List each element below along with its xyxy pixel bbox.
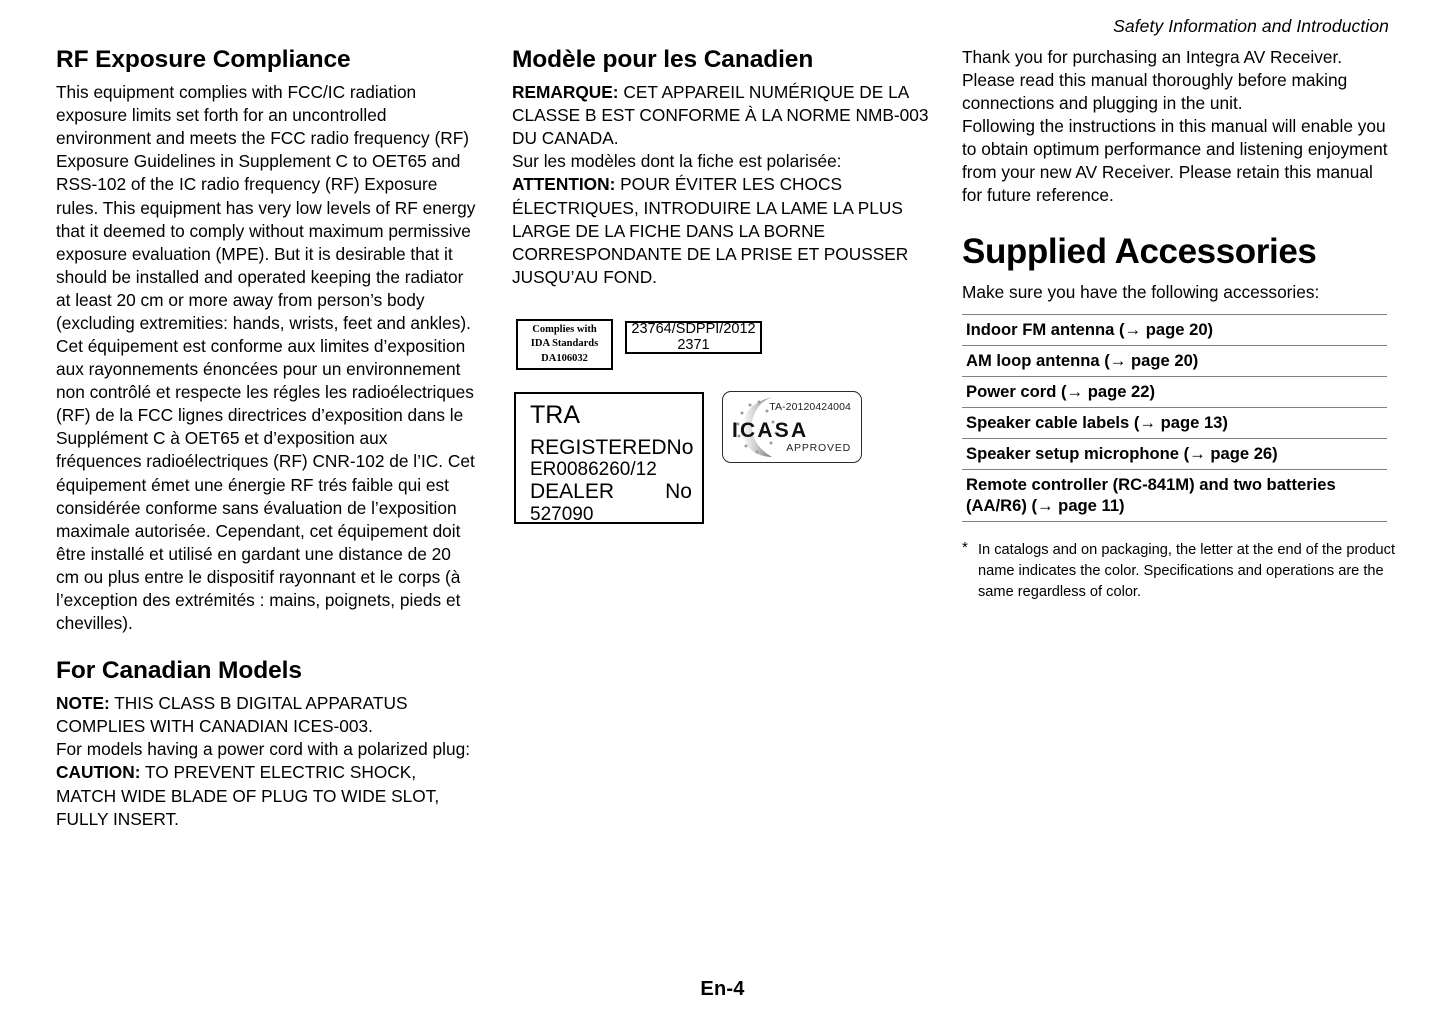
footnote-text: In catalogs and on packaging, the letter at the end of the product name indicates the color. Specifications and operations are the same regardless of color. <box>978 542 1396 600</box>
column-right <box>962 46 1396 603</box>
icasa-wordmark: ICASA <box>732 418 809 442</box>
paragraph-note-ices <box>56 692 476 738</box>
note-text: THIS CLASS B DIGITAL APPARATUS COMPLIES WITH CANADIAN ICES-003. <box>56 693 408 737</box>
tra-dealer-row <box>530 480 692 504</box>
caution-text: TO PREVENT ELECTRIC SHOCK, MATCH WIDE BLADE OF PLUG TO WIDE SLOT, FULLY INSERT. <box>56 762 440 829</box>
attention-label: ATTENTION: <box>512 174 616 195</box>
accessory-row: Power cord (→ page 22) <box>962 377 1387 408</box>
caution-label: CAUTION: <box>56 762 141 783</box>
column-left <box>56 46 512 831</box>
sdppi-certification-mark <box>625 321 762 354</box>
tra-registered-row <box>530 436 692 460</box>
tra-title: TRA <box>530 400 580 429</box>
ida-compliance-mark <box>516 319 613 370</box>
icasa-approved-label: APPROVED <box>786 441 851 454</box>
paragraph-following-instructions: Following the instructions in this manual will enable you to obtain optimum performance and listening enjoyment from your new AV Receiver. Please retain this manual for future reference. <box>962 116 1388 206</box>
remarque-text: CET APPAREIL NUMÉRIQUE DE LA CLASSE B EST CONFORME À LA NORME NMB-003 DU CANADA. <box>512 82 929 149</box>
ida-line-3: DA106032 <box>541 352 588 364</box>
tra-dealer-number: 527090 <box>530 503 594 525</box>
tra-dealer-value: No <box>665 480 692 504</box>
paragraph-rf-english: This equipment complies with FCC/IC radiation exposure limits set forth for an uncontrolled environment and meets the FCC radio frequency (RF) Exposure Guidelines in Supplement C to OET65 and RSS-102 of the IC radio frequency (RF) Exposure rules. This equipment has very low levels of RF energy that it deemed to comply without maximum permissive exposure evaluation (MPE). But it is desirable that it should be installed and operated keeping the radiator at least 20 cm or more away from person’s body (excluding extremities: hands, wrists, feet and ankles). <box>56 82 476 333</box>
paragraph-rf-french: Cet équipement est conforme aux limites d’exposition aux rayonnements énoncées pour un environnement non contrôlé et respecte les régles les radioélectriques (RF) de la FCC lignes directrices d’exposition dans le Supplément C à OET65 et d’exposition aux fréquences radioélectriques (RF) CNR-102 de l’IC. Cet équipement émet une énergie RF trés faible qui est considérée conforme sans évaluation de l’exposition maximale autorisée. Cependant, cet équipement doit être installé et utilisé en gardant une distance de 20 cm ou plus entre le dispositif rayonnant et le corps (à l’exception des extrémités : mains, poignets, pieds et chevilles). <box>56 336 475 633</box>
tra-registered-value: No <box>666 435 694 459</box>
paragraph-remarque <box>512 81 930 150</box>
heading-supplied-accessories: Supplied Accessories <box>962 231 1317 271</box>
paragraph-attention <box>512 173 930 288</box>
paragraph-polarized-plug-en: For models having a power cord with a polarized plug: <box>56 739 471 760</box>
footnote-marker: * <box>962 539 968 557</box>
sdppi-line-1: 23764/SDPPI/2012 <box>631 321 756 338</box>
column-middle <box>512 46 962 539</box>
accessory-row: Speaker setup microphone (→ page 26) <box>962 439 1387 470</box>
sdppi-line-2: 2371 <box>677 337 710 354</box>
heading-rf-exposure-compliance: RF Exposure Compliance <box>56 46 351 73</box>
icasa-inner-frame <box>726 395 858 459</box>
ida-line-1: Complies with <box>532 323 597 335</box>
ida-line-2: IDA Standards <box>530 338 599 350</box>
paragraph-caution-shock <box>56 761 476 830</box>
certification-marks-area <box>512 319 930 539</box>
heading-modele-pour-les-canadien: Modèle pour les Canadien <box>512 46 814 73</box>
paragraph-polarized-plug-fr: Sur les modèles dont la fiche est polarisée: <box>512 151 842 172</box>
accessory-row: Remote controller (RC-841M) and two batteries (AA/R6) (→ page 11) <box>962 470 1387 523</box>
icasa-approval-mark <box>722 391 862 463</box>
remarque-label: REMARQUE: <box>512 82 619 103</box>
tra-registered-number: ER0086260/12 <box>530 459 657 481</box>
attention-text: POUR ÉVITER LES CHOCS ÉLECTRIQUES, INTRODUIRE LA LAME LA PLUS LARGE DE LA FICHE DANS LA BORNE CORRESPONDANTE DE LA PRISE ET POUSSER JUSQU’AU FOND. <box>512 174 909 287</box>
accessory-row: Indoor FM antenna (→ page 20) <box>962 315 1387 346</box>
paragraph-thank-you: Thank you for purchasing an Integra AV Receiver. Please read this manual thoroughly before making connections and plugging in the unit. <box>962 47 1348 114</box>
note-label: NOTE: <box>56 693 110 714</box>
tra-registration-mark <box>514 392 704 524</box>
supplied-accessories-table <box>962 314 1387 522</box>
accessories-intro-text: Make sure you have the following accessories: <box>962 282 1320 303</box>
tra-registered-label: REGISTERED <box>530 435 667 459</box>
accessories-footnote <box>962 540 1396 602</box>
tra-dealer-label: DEALER <box>530 480 615 504</box>
accessory-row: AM loop antenna (→ page 20) <box>962 346 1387 377</box>
icasa-code: TA-20120424004 <box>769 400 851 413</box>
accessory-row: Speaker cable labels (→ page 13) <box>962 408 1387 439</box>
page-columns <box>56 46 1396 831</box>
page-number: En-4 <box>700 978 745 1000</box>
heading-for-canadian-models: For Canadian Models <box>56 657 302 685</box>
running-header: Safety Information and Introduction <box>1113 16 1389 36</box>
